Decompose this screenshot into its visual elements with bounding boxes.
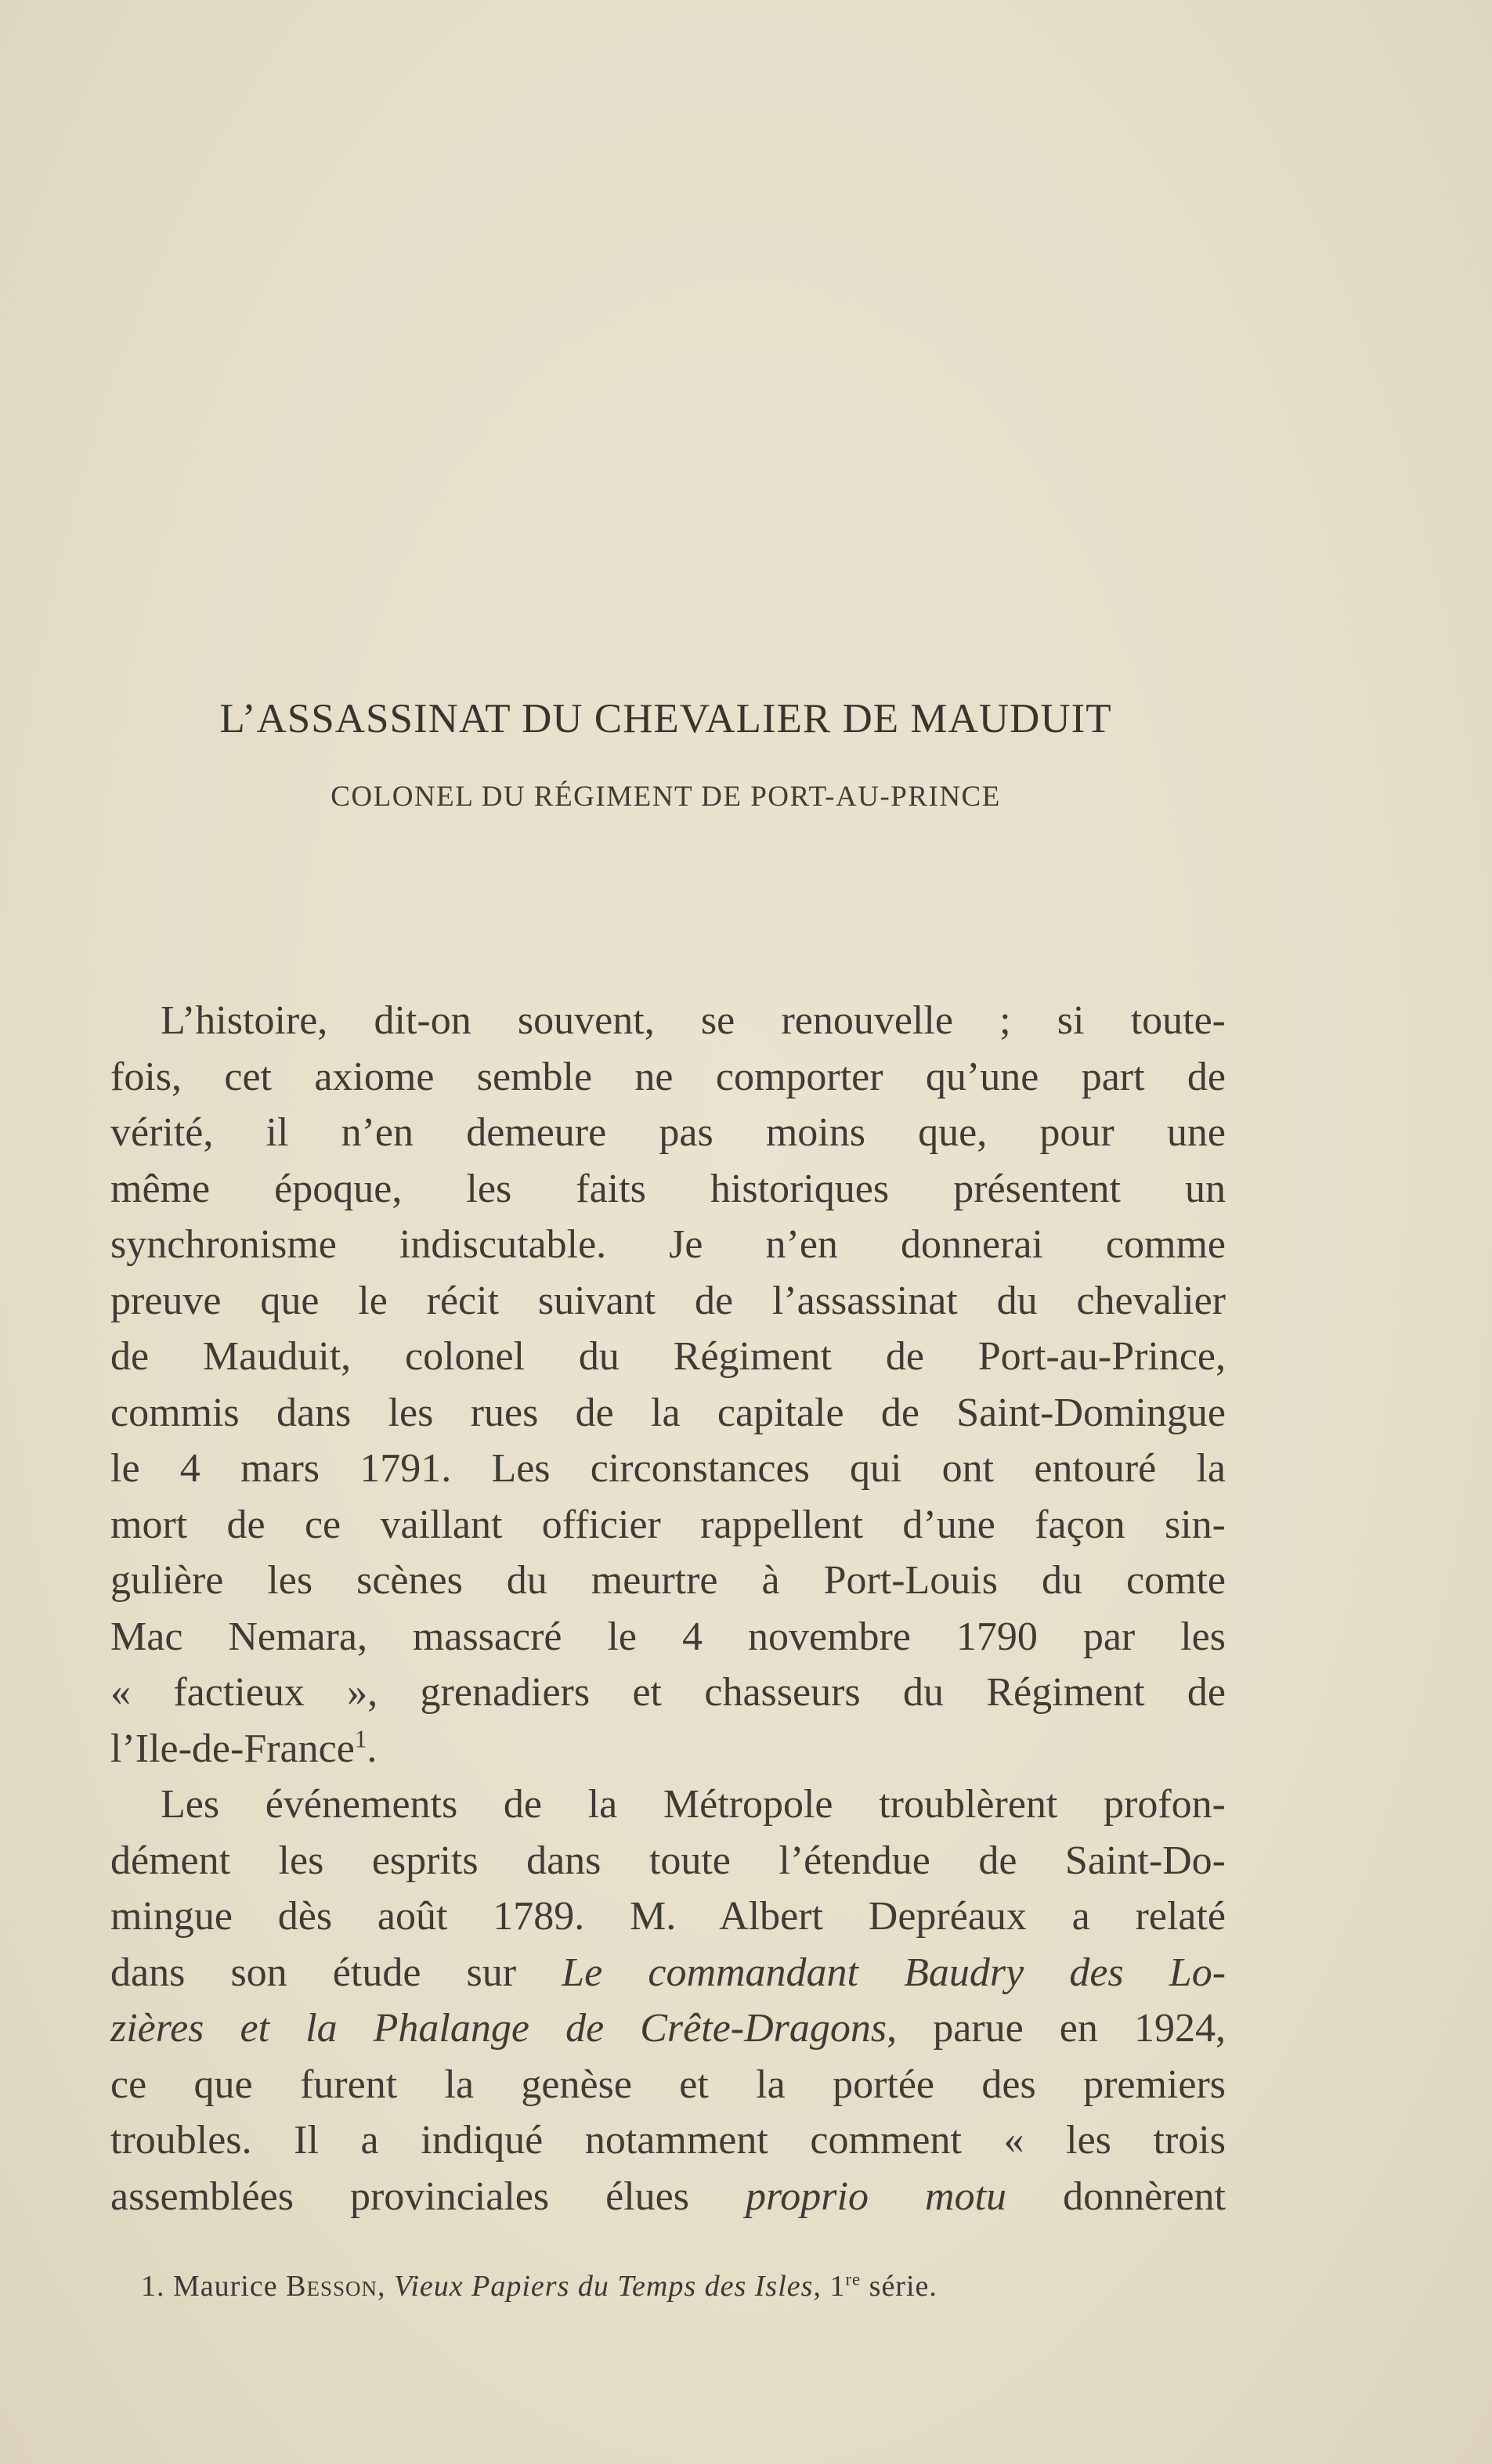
text-line: dément les esprits dans toute l’étendue de Saint-Do- [110,1838,1226,1883]
text-line: synchronisme indiscutable. Je n’en donnerai comme [110,1222,1226,1267]
footnote-series-number: 1 [829,2270,846,2303]
text-line: commis dans les rues de la capitale de Saint-Domingue [110,1391,1226,1435]
footnote-author-last: Besson, [286,2270,386,2303]
footnote-series-sup: re [845,2269,862,2289]
footnote-number: 1. [141,2270,165,2303]
text-line: mort de ce vaillant officier rappellent d’une façon sin- [110,1503,1226,1547]
text-line [110,2169,1226,2225]
footnote [141,2269,937,2303]
footnote-series-label: série. [869,2270,937,2303]
text-line: Les événements de la Métropole troublèrent profon- [161,1782,1226,1827]
text-line: troubles. Il a indiqué notamment comment « les trois [110,2118,1226,2163]
text-run: assemblées provinciales élues [110,2174,689,2219]
text-run: donnèrent [1063,2174,1226,2219]
footnote-author-first: Maurice [173,2270,278,2303]
italic-title: zières et la Phalange de Crête-Dragons [110,2006,887,2051]
text-line: ce que furent la genèse et la portée des premiers [110,2062,1226,2107]
text-line: fois, cet axiome semble ne comporter qu’une part de [110,1055,1226,1099]
italic-title: Le commandant Baudry des Lo- [562,1950,1226,1995]
chapter-subtitle: COLONEL DU RÉGIMENT DE PORT-AU-PRINCE [331,781,1001,813]
text-line: mingue dès août 1789. M. Albert Depréaux a relaté [110,1894,1226,1939]
chapter-title: L’ASSASSINAT DU CHEVALIER DE MAUDUIT [219,696,1112,741]
text-line: Mac Nemara, massacré le 4 novembre 1790 par les [110,1614,1226,1659]
text-line: le 4 mars 1791. Les circonstances qui ont entouré la [110,1446,1226,1491]
text-run: dans son étude sur [110,1950,517,1995]
footnote-work: Vieux Papiers du Temps des Isles, [393,2270,822,2303]
text-run: . [367,1726,378,1771]
text-line: même époque, les faits historiques présentent un [110,1167,1226,1211]
text-line [110,1721,1226,1777]
text-line: gulière les scènes du meurtre à Port-Louis du comte [110,1558,1226,1603]
text-line [110,2000,1226,2057]
text-line: de Mauduit, colonel du Régiment de Port-au-Prince, [110,1334,1226,1379]
text-line: preuve que le récit suivant de l’assassinat du chevalier [110,1279,1226,1323]
text-run: l’Ile-de-France [110,1726,355,1771]
text-run: , parue en 1924, [887,2006,1226,2051]
italic-phrase: proprio motu [746,2174,1007,2219]
text-line: L’histoire, dit-on souvent, se renouvelle ; si toute- [161,998,1226,1043]
text-line: « factieux », grenadiers et chasseurs du Régiment de [110,1670,1226,1715]
text-line: vérité, il n’en demeure pas moins que, pour une [110,1110,1226,1155]
footnote-marker: 1 [354,1725,367,1753]
text-line [110,1945,1226,2001]
